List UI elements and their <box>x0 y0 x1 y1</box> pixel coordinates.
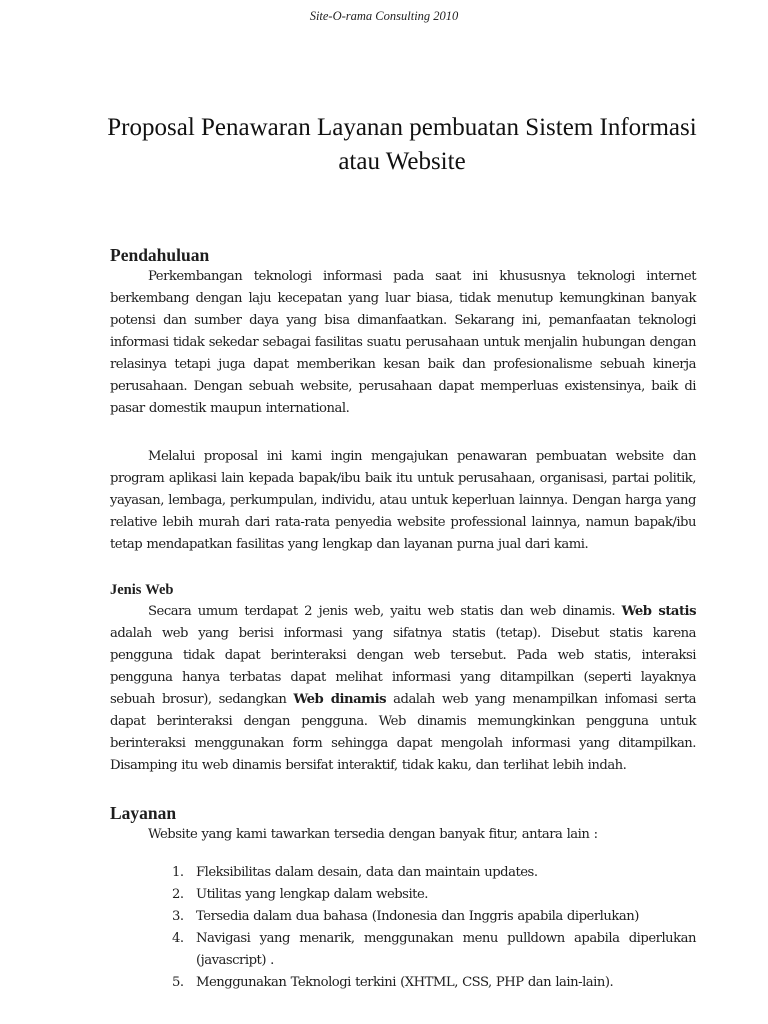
section-heading-layanan: Layanan <box>110 803 177 823</box>
section-layanan <box>110 802 696 846</box>
jenis-web-text-3: adalah web yang menampilkan infomasi serta dapat berinteraksi dengan pengguna. Web dinamis memungkinkan pengguna untuk berinteraksi menggunakan form sehingga dapat mengolah informasi yang ditampilkan. Disamping itu web dinamis bersifat interaktif, tidak kaku, dan terlihat lebih indah. <box>110 692 696 773</box>
paragraph-pendahuluan-2: Melalui proposal ini kami ingin mengajukan penawaran pembuatan website dan program aplikasi lain kepada bapak/ibu baik itu untuk perusahaan, organisasi, partai politik, yayasan, lembaga, perkumpulan, individu, atau untuk keperluan lainnya. Dengan harga yang relative lebih murah dari rata-rata penyedia website professional lainnya, namun bapak/ibu tetap mendapatkan fasilitas yang lengkap dan layanan purna jual dari kami. <box>110 449 696 552</box>
list-item <box>110 972 696 994</box>
list-item-text: Menggunakan Teknologi terkini (XHTML, CSS, PHP dan lain-lain). <box>196 975 614 990</box>
section-heading-jenis-web: Jenis Web <box>110 582 174 598</box>
list-item <box>110 884 696 906</box>
list-item <box>110 906 696 928</box>
list-item <box>110 928 696 972</box>
paragraph-pendahuluan-1: Perkembangan teknologi informasi pada saat ini khususnya teknologi internet berkembang dengan laju kecepatan yang luar biasa, tidak menutup kemungkinan banyak potensi dan sumber daya yang bisa dimanfaatkan. Sekarang ini, pemanfaatan teknologi informasi tidak sekedar sebagai fasilitas suatu perusahaan untuk menjalin hubungan dengan relasinya tetapi juga dapat memberikan kesan baik dan profesionalisme sebuah kinerja perusahaan. Dengan sebuah website, perusahaan dapat memperluas existensinya, baik di pasar domestik maupun international. <box>110 269 696 416</box>
list-item-number: 1. <box>172 865 184 880</box>
web-statis-term: Web statis <box>621 604 696 619</box>
list-item-number: 5. <box>172 975 184 990</box>
list-item-text: Utilitas yang lengkap dalam website. <box>196 887 428 902</box>
list-item-number: 4. <box>172 931 184 946</box>
running-header: Site-O-rama Consulting 2010 <box>309 9 459 23</box>
jenis-web-text-1: Secara umum terdapat 2 jenis web, yaitu web statis dan web dinamis. <box>148 604 622 619</box>
layanan-feature-list <box>110 862 696 994</box>
list-item-text: Navigasi yang menarik, menggunakan menu pulldown apabila diperlukan (javascript) . <box>196 931 696 968</box>
list-item-number: 2. <box>172 887 184 902</box>
list-item-text: Tersedia dalam dua bahasa (Indonesia dan Inggris apabila diperlukan) <box>196 909 639 924</box>
list-item-number: 3. <box>172 909 184 924</box>
section-jenis-web <box>110 579 696 777</box>
section-pendahuluan-cont <box>110 446 696 556</box>
list-item <box>110 862 696 884</box>
web-dinamis-term: Web dinamis <box>293 692 387 707</box>
layanan-intro: Website yang kami tawarkan tersedia dengan banyak fitur, antara lain : <box>148 827 598 842</box>
section-pendahuluan <box>110 244 696 420</box>
paragraph-jenis-web <box>110 601 696 777</box>
section-heading-pendahuluan: Pendahuluan <box>110 245 210 265</box>
document-title: Proposal Penawaran Layanan pembuatan Sistem Informasi atau Website <box>107 114 697 175</box>
list-item-text: Fleksibilitas dalam desain, data dan maintain updates. <box>196 865 538 880</box>
jenis-web-text-2: adalah web yang berisi informasi yang sifatnya statis (tetap). Disebut statis karena pengguna tidak dapat berinteraksi dengan web tersebut. Pada web statis, interaksi pengguna hanya terbatas dapat melihat informasi yang ditampilkan (seperti layaknya sebuah brosur), sedangkan <box>110 626 696 707</box>
